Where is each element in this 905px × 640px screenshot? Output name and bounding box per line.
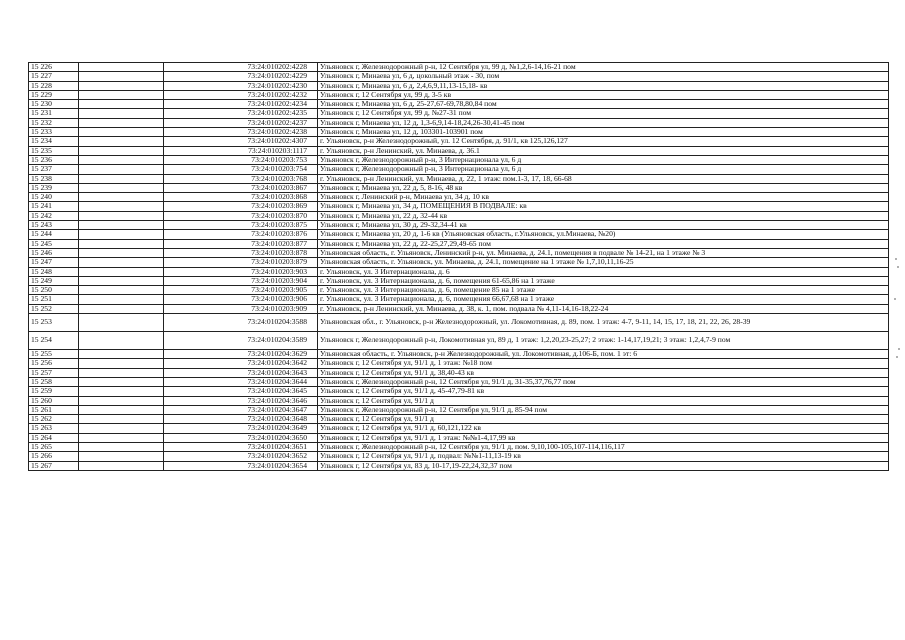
cadastral-number-cell: 73:24:010202:4237 xyxy=(164,118,318,127)
cadastral-number-cell: 73:24:010203:906 xyxy=(164,295,318,304)
table-row xyxy=(29,230,889,239)
table-row xyxy=(29,304,889,313)
cadastral-number-cell: 73:24:010202:4235 xyxy=(164,109,318,118)
row-number-cell: 15 252 xyxy=(29,304,79,313)
empty-cell xyxy=(79,90,164,99)
cadastral-number-cell: 73:24:010204:3654 xyxy=(164,461,318,470)
cadastral-number-cell: 73:24:010204:3645 xyxy=(164,387,318,396)
row-number-cell: 15 251 xyxy=(29,295,79,304)
empty-cell xyxy=(79,165,164,174)
cadastral-number-cell: 73:24:010202:4234 xyxy=(164,100,318,109)
cadastral-number-cell: 73:24:010204:3649 xyxy=(164,424,318,433)
table-row xyxy=(29,286,889,295)
empty-cell xyxy=(79,452,164,461)
address-cell: Ульяновск г, Ленинский р-н, Минаева ул, 34 д, 10 кв xyxy=(318,193,889,202)
cadastral-number-cell: 73:24:010204:3650 xyxy=(164,433,318,442)
table-row xyxy=(29,258,889,267)
table-row xyxy=(29,165,889,174)
address-cell: Ульяновская обл., г. Ульяновск, р-н Железнодорожный, ул. Локомотивная, д. 89, пом. 1 этаж: 4-7, 9-11, 14, 15, 17, 18, 21, 22, 26, 28-39 xyxy=(318,314,889,332)
empty-cell xyxy=(79,230,164,239)
empty-cell xyxy=(79,118,164,127)
cadastral-number-cell: 73:24:010203:753 xyxy=(164,155,318,164)
table-row xyxy=(29,368,889,377)
row-number-cell: 15 265 xyxy=(29,442,79,451)
empty-cell xyxy=(79,72,164,81)
address-cell: г. Ульяновск, р-н Ленинский, ул. Минаева, д. 22, 1 этаж: пом.1-3, 17, 18, 66-68 xyxy=(318,174,889,183)
row-number-cell: 15 253 xyxy=(29,314,79,332)
cadastral-number-cell: 73:24:010203:905 xyxy=(164,286,318,295)
empty-cell xyxy=(79,248,164,257)
address-cell: Ульяновск г, 12 Сентября ул, 91/1 д, 1 этаж: №18 пом xyxy=(318,359,889,368)
row-number-cell: 15 255 xyxy=(29,350,79,359)
address-cell: Ульяновск г, Железнодорожный р-н, Локомотивная ул, 89 д, 1 этаж: 1,2,20,23-25,27; 2 этаж: 1-14,17,19,21; 3 этаж: 1,2,4,7-9 пом xyxy=(318,332,889,350)
cadastral-number-cell: 73:24:010202:4232 xyxy=(164,90,318,99)
row-number-cell: 15 261 xyxy=(29,405,79,414)
empty-cell xyxy=(79,183,164,192)
table-row xyxy=(29,461,889,470)
cadastral-number-cell: 73:24:010204:3644 xyxy=(164,377,318,386)
cadastral-number-cell: 73:24:010202:4238 xyxy=(164,128,318,137)
cadastral-number-cell: 73:24:010202:4230 xyxy=(164,81,318,90)
table-row xyxy=(29,359,889,368)
row-number-cell: 15 248 xyxy=(29,267,79,276)
address-cell: Ульяновск г, Железнодорожный р-н, 3 Интернационала ул, 6 д xyxy=(318,165,889,174)
row-number-cell: 15 264 xyxy=(29,433,79,442)
address-cell: Ульяновск г, Минаева ул, 6 д, 2,4,6,9,11,13-15,18- кв xyxy=(318,81,889,90)
table-row xyxy=(29,387,889,396)
row-number-cell: 15 239 xyxy=(29,183,79,192)
empty-cell xyxy=(79,433,164,442)
table-row xyxy=(29,90,889,99)
empty-cell xyxy=(79,174,164,183)
row-number-cell: 15 226 xyxy=(29,63,79,72)
empty-cell xyxy=(79,405,164,414)
row-number-cell: 15 229 xyxy=(29,90,79,99)
cadastral-number-cell: 73:24:010204:3646 xyxy=(164,396,318,405)
row-number-cell: 15 228 xyxy=(29,81,79,90)
address-cell: Ульяновск г, Минаева ул, 6 д, 25-27,67-69,78,80,84 пом xyxy=(318,100,889,109)
table-row xyxy=(29,202,889,211)
empty-cell xyxy=(79,100,164,109)
address-cell: Ульяновск г, 12 Сентября ул, 91/1 д xyxy=(318,396,889,405)
table-row xyxy=(29,314,889,332)
table-row xyxy=(29,377,889,386)
cadastral-number-cell: 73:24:010202:4229 xyxy=(164,72,318,81)
table-row xyxy=(29,81,889,90)
cadastral-number-cell: 73:24:010204:3629 xyxy=(164,350,318,359)
row-number-cell: 15 238 xyxy=(29,174,79,183)
cadastral-number-cell: 73:24:010203:868 xyxy=(164,193,318,202)
empty-cell xyxy=(79,387,164,396)
table-row xyxy=(29,109,889,118)
empty-cell xyxy=(79,332,164,350)
empty-cell xyxy=(79,304,164,313)
cadastral-number-cell: 73:24:010202:4307 xyxy=(164,137,318,146)
empty-cell xyxy=(79,424,164,433)
registry-table-body xyxy=(29,63,889,471)
empty-cell xyxy=(79,63,164,72)
row-number-cell: 15 227 xyxy=(29,72,79,81)
table-row xyxy=(29,183,889,192)
empty-cell xyxy=(79,314,164,332)
table-row xyxy=(29,433,889,442)
address-cell: Ульяновская область, г. Ульяновск, ул. Минаева, д. 24.1, помещение на 1 этаже № 1,7,10,11,16-25 xyxy=(318,258,889,267)
row-number-cell: 15 246 xyxy=(29,248,79,257)
row-number-cell: 15 267 xyxy=(29,461,79,470)
row-number-cell: 15 249 xyxy=(29,276,79,285)
table-row xyxy=(29,174,889,183)
empty-cell xyxy=(79,202,164,211)
row-number-cell: 15 250 xyxy=(29,286,79,295)
table-row xyxy=(29,248,889,257)
row-number-cell: 15 230 xyxy=(29,100,79,109)
cadastral-number-cell: 73:24:010204:3652 xyxy=(164,452,318,461)
empty-cell xyxy=(79,286,164,295)
cadastral-number-cell: 73:24:010204:3642 xyxy=(164,359,318,368)
cadastral-number-cell: 73:24:010203:877 xyxy=(164,239,318,248)
empty-cell xyxy=(79,461,164,470)
address-cell: Ульяновская область, г. Ульяновск, Ленинский р-н, ул. Минаева, д. 24.1, помещения в подвале № 14-21, на 1 этаже № 3 xyxy=(318,248,889,257)
address-cell: Ульяновск г, Минаева ул, 34 д, ПОМЕЩЕНИЯ В ПОДВАЛЕ: кв xyxy=(318,202,889,211)
row-number-cell: 15 236 xyxy=(29,155,79,164)
empty-cell xyxy=(79,267,164,276)
empty-cell xyxy=(79,368,164,377)
table-row xyxy=(29,118,889,127)
row-number-cell: 15 260 xyxy=(29,396,79,405)
empty-cell xyxy=(79,239,164,248)
table-row xyxy=(29,155,889,164)
cadastral-number-cell: 73:24:010204:3651 xyxy=(164,442,318,451)
address-cell: Ульяновск г, Железнодорожный р-н, 12 Сентября ул, 91/1 д, 31-35,37,76,77 пом xyxy=(318,377,889,386)
empty-cell xyxy=(79,415,164,424)
address-cell: Ульяновск г, Минаева ул, 12 д, 1,3-6,9,14-18,24,26-30,41-45 пом xyxy=(318,118,889,127)
table-row xyxy=(29,72,889,81)
address-cell: Ульяновск г, Минаева ул, 20 д, 1-6 кв (Ульяновская область, г.Ульяновск, ул.Минаева, №20) xyxy=(318,230,889,239)
cadastral-number-cell: 73:24:010203:754 xyxy=(164,165,318,174)
row-number-cell: 15 259 xyxy=(29,387,79,396)
address-cell: г. Ульяновск, р-н Железнодорожный, ул. 12 Сентября, д. 91/1, кв 125,126,127 xyxy=(318,137,889,146)
table-row xyxy=(29,332,889,350)
address-cell: г. Ульяновск, ул. 3 Интернационала, д. 6 xyxy=(318,267,889,276)
cadastral-number-cell: 73:24:010203:1117 xyxy=(164,146,318,155)
table-row xyxy=(29,128,889,137)
cadastral-number-cell: 73:24:010202:4228 xyxy=(164,63,318,72)
cadastral-number-cell: 73:24:010203:876 xyxy=(164,230,318,239)
address-cell: Ульяновск г, 12 Сентября ул, 91/1 д, подвал: №№1-11,13-19 кв xyxy=(318,452,889,461)
table-row xyxy=(29,221,889,230)
address-cell: г. Ульяновск, ул. 3 Интернационала, д. 6, помещение 85 на 1 этаже xyxy=(318,286,889,295)
row-number-cell: 15 231 xyxy=(29,109,79,118)
empty-cell xyxy=(79,396,164,405)
row-number-cell: 15 258 xyxy=(29,377,79,386)
empty-cell xyxy=(79,155,164,164)
table-row xyxy=(29,211,889,220)
address-cell: Ульяновская область, г. Ульяновск, р-н Железнодорожный, ул. Локомотивная, д.106-Б, пом. 1 эт: 6 xyxy=(318,350,889,359)
empty-cell xyxy=(79,137,164,146)
empty-cell xyxy=(79,109,164,118)
empty-cell xyxy=(79,442,164,451)
cadastral-number-cell: 73:24:010204:3648 xyxy=(164,415,318,424)
table-row xyxy=(29,424,889,433)
address-cell: г. Ульяновск, р-н Ленинский, ул. Минаева, д. 38, к. 1, пом. подвала № 4,11-14,16-18,22-24 xyxy=(318,304,889,313)
address-cell: Ульяновск г, Железнодорожный р-н, 12 Сентября ул, 99 д, №1,2,6-14,16-21 пом xyxy=(318,63,889,72)
row-number-cell: 15 247 xyxy=(29,258,79,267)
row-number-cell: 15 244 xyxy=(29,230,79,239)
address-cell: Ульяновск г, Железнодорожный р-н, 12 Сентября ул, 91/1 д, пом. 9,10,100-105,107-114,116,117 xyxy=(318,442,889,451)
cadastral-number-cell: 73:24:010203:867 xyxy=(164,183,318,192)
cadastral-number-cell: 73:24:010203:875 xyxy=(164,221,318,230)
empty-cell xyxy=(79,128,164,137)
empty-cell xyxy=(79,221,164,230)
table-row xyxy=(29,146,889,155)
table-row xyxy=(29,396,889,405)
cadastral-number-cell: 73:24:010203:909 xyxy=(164,304,318,313)
row-number-cell: 15 262 xyxy=(29,415,79,424)
address-cell: Ульяновск г, Минаева ул, 22 д, 32-44 кв xyxy=(318,211,889,220)
address-cell: Ульяновск г, 12 Сентября ул, 91/1 д, 60,121,122 кв xyxy=(318,424,889,433)
address-cell: Ульяновск г, Железнодорожный р-н, 12 Сентября ул, 91/1 д, 85-94 пом xyxy=(318,405,889,414)
address-cell: Ульяновск г, 12 Сентября ул, 91/1 д xyxy=(318,415,889,424)
cadastral-number-cell: 73:24:010203:879 xyxy=(164,258,318,267)
empty-cell xyxy=(79,377,164,386)
cadastral-number-cell: 73:24:010203:870 xyxy=(164,211,318,220)
cadastral-number-cell: 73:24:010203:768 xyxy=(164,174,318,183)
row-number-cell: 15 266 xyxy=(29,452,79,461)
table-row xyxy=(29,193,889,202)
address-cell: Ульяновск г, 12 Сентября ул, 83 д, 10-17,19-22,24,32,37 пом xyxy=(318,461,889,470)
cadastral-number-cell: 73:24:010203:903 xyxy=(164,267,318,276)
address-cell: г. Ульяновск, ул. 3 Интернационала, д. 6, помещения 66,67,68 на 1 этаже xyxy=(318,295,889,304)
table-row xyxy=(29,405,889,414)
cadastral-number-cell: 73:24:010204:3643 xyxy=(164,368,318,377)
address-cell: Ульяновск г, Минаева ул, 6 д, цокольный этаж - 30, пом xyxy=(318,72,889,81)
empty-cell xyxy=(79,350,164,359)
table-row xyxy=(29,415,889,424)
table-row xyxy=(29,350,889,359)
table-row xyxy=(29,267,889,276)
address-cell: Ульяновск г, 12 Сентября ул, 91/1 д, 38,40-43 кв xyxy=(318,368,889,377)
empty-cell xyxy=(79,81,164,90)
empty-cell xyxy=(79,193,164,202)
row-number-cell: 15 233 xyxy=(29,128,79,137)
table-row xyxy=(29,100,889,109)
table-row xyxy=(29,295,889,304)
address-cell: Ульяновск г, Минаева ул, 12 д, 103301-103901 пом xyxy=(318,128,889,137)
address-cell: Ульяновск г, Минаева ул, 30 д, 29-32,34-41 кв xyxy=(318,221,889,230)
row-number-cell: 15 256 xyxy=(29,359,79,368)
row-number-cell: 15 235 xyxy=(29,146,79,155)
row-number-cell: 15 234 xyxy=(29,137,79,146)
empty-cell xyxy=(79,276,164,285)
table-row xyxy=(29,63,889,72)
empty-cell xyxy=(79,146,164,155)
cadastral-number-cell: 73:24:010203:869 xyxy=(164,202,318,211)
address-cell: Ульяновск г, 12 Сентября ул, 91/1 д, 1 этаж: №№1-4,17,99 кв xyxy=(318,433,889,442)
row-number-cell: 15 243 xyxy=(29,221,79,230)
cadastral-number-cell: 73:24:010204:3588 xyxy=(164,314,318,332)
address-cell: Ульяновск г, 12 Сентября ул, 99 д, №27-31 пом xyxy=(318,109,889,118)
empty-cell xyxy=(79,359,164,368)
empty-cell xyxy=(79,211,164,220)
row-number-cell: 15 241 xyxy=(29,202,79,211)
empty-cell xyxy=(79,258,164,267)
table-row xyxy=(29,276,889,285)
table-row xyxy=(29,452,889,461)
table-row xyxy=(29,442,889,451)
address-cell: г. Ульяновск, р-н Ленинский, ул. Минаева, д. 36.1 xyxy=(318,146,889,155)
cadastral-number-cell: 73:24:010203:904 xyxy=(164,276,318,285)
row-number-cell: 15 237 xyxy=(29,165,79,174)
address-cell: Ульяновск г, 12 Сентября ул, 91/1 д, 45-47,79-81 кв xyxy=(318,387,889,396)
cadastral-number-cell: 73:24:010204:3647 xyxy=(164,405,318,414)
cadastral-number-cell: 73:24:010203:878 xyxy=(164,248,318,257)
address-cell: Ульяновск г, 12 Сентября ул, 99 д, 3-5 кв xyxy=(318,90,889,99)
scan-margin-marks xyxy=(893,258,903,378)
registry-table xyxy=(28,62,889,471)
row-number-cell: 15 257 xyxy=(29,368,79,377)
cadastral-number-cell: 73:24:010204:3589 xyxy=(164,332,318,350)
address-cell: Ульяновск г, Железнодорожный р-н, 3 Интернационала ул, 6 д xyxy=(318,155,889,164)
row-number-cell: 15 245 xyxy=(29,239,79,248)
address-cell: г. Ульяновск, ул. 3 Интернационала, д. 6, помещения 61-65,86 на 1 этаже xyxy=(318,276,889,285)
table-row xyxy=(29,137,889,146)
address-cell: Ульяновск г, Минаева ул, 22 д, 5, 8-16, 48 кв xyxy=(318,183,889,192)
address-cell: Ульяновск г, Минаева ул, 22 д, 22-25,27,29,49-65 пом xyxy=(318,239,889,248)
table-row xyxy=(29,239,889,248)
row-number-cell: 15 263 xyxy=(29,424,79,433)
empty-cell xyxy=(79,295,164,304)
row-number-cell: 15 232 xyxy=(29,118,79,127)
row-number-cell: 15 254 xyxy=(29,332,79,350)
row-number-cell: 15 242 xyxy=(29,211,79,220)
row-number-cell: 15 240 xyxy=(29,193,79,202)
